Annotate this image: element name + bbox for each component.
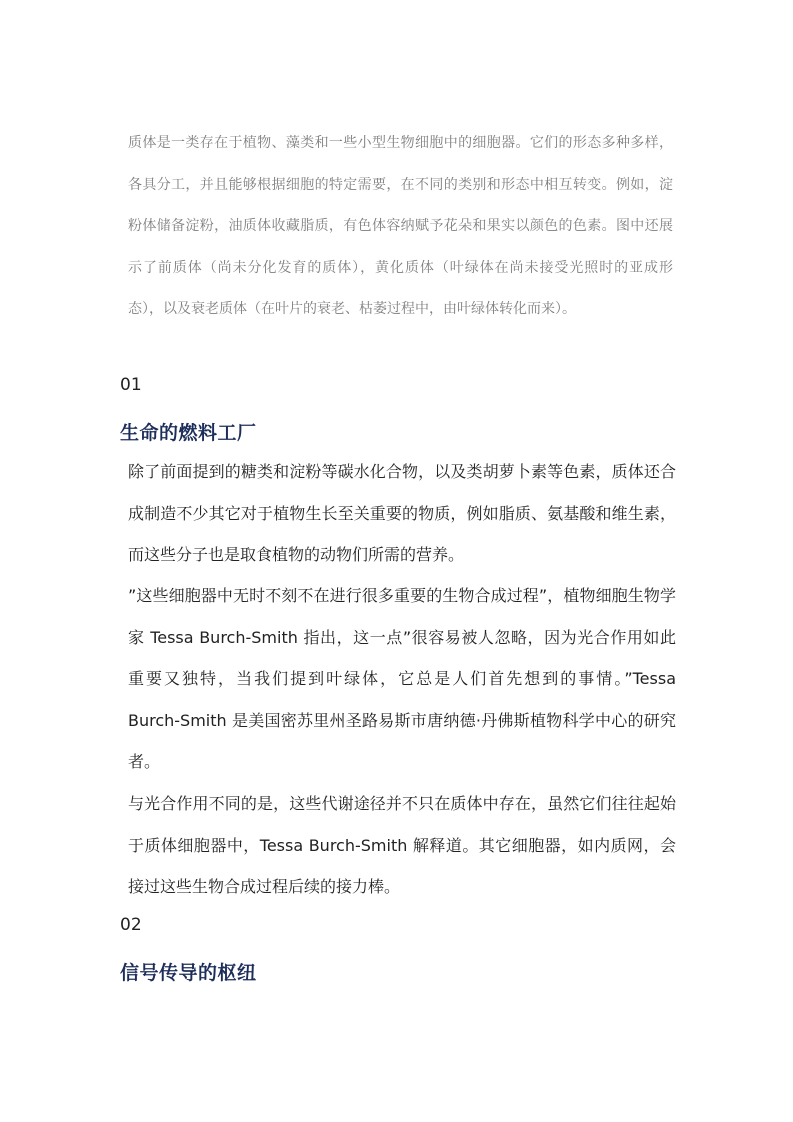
section-title: 信号传导的枢纽 (120, 962, 257, 984)
section-title: 生命的燃料工厂 (120, 422, 257, 444)
section-number: 02 (120, 915, 142, 935)
section-number: 01 (120, 375, 142, 395)
body-paragraph: 除了前面提到的糖类和淀粉等碳水化合物，以及类胡萝卜素等色素，质体还合成制造不少其它对于植物生长至关重要的物质，例如脂质、氨基酸和维生素，而这些分子也是取食植物的动物们所需的营养。 (128, 462, 676, 564)
body-paragraph: ”这些细胞器中无时不刻不在进行很多重要的生物合成过程”，植物细胞生物学家 Tessa Burch-Smith 指出，这一点”很容易被人忽略，因为光合作用如此重要又独特，当我们提到叶绿体，它总是人们首先想到的事情。”Tessa Burch-Smith 是美国密苏里州圣路易斯市唐纳德·丹佛斯植物科学中心的研究者。 (128, 586, 676, 771)
intro-paragraph: 质体是一类存在于植物、藻类和一些小型生物细胞中的细胞器。它们的形态多种多样，各具分工，并且能够根据细胞的特定需要，在不同的类别和形态中相互转变。例如，淀粉体储备淀粉，油质体收藏脂质，有色体容纳赋予花朵和果实以颜色的色素。图中还展示了前质体（尚未分化发育的质体），黄化质体（叶绿体在尚未接受光照时的亚成形态），以及衰老质体（在叶片的衰老、枯萎过程中，由叶绿体转化而来）。 (128, 135, 673, 317)
body-paragraph: 与光合作用不同的是，这些代谢途径并不只在质体中存在，虽然它们往往起始于质体细胞器中，Tessa Burch-Smith 解释道。其它细胞器，如内质网，会接过这些生物合成过程后续的接力棒。 (128, 794, 676, 896)
